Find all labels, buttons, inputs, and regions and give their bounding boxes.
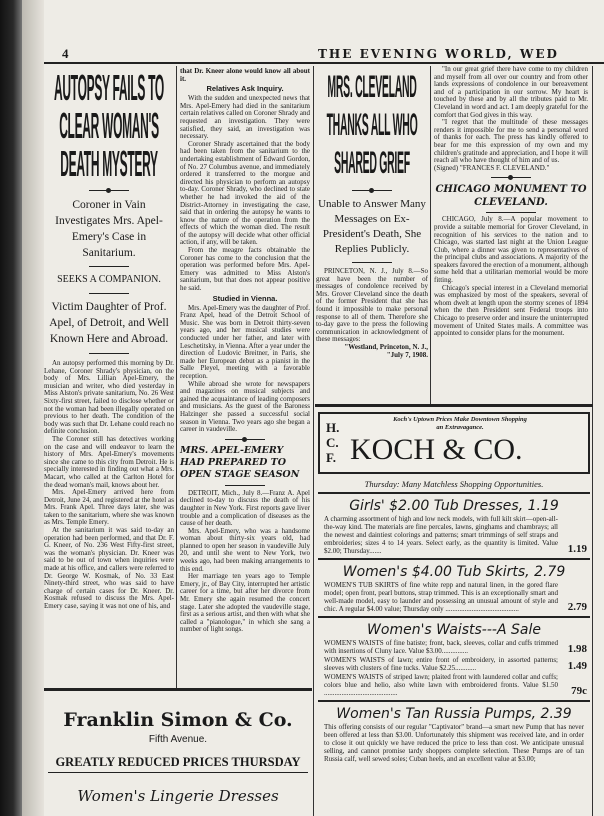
ad-item [318, 581, 590, 613]
ad-item [318, 515, 590, 555]
column-divider [176, 66, 177, 688]
paragraph: With the sudden and unexpected news that Mrs. Apel-Emery had died in the sanitarium certain relatives called on Coroner Shrady and requested an investigation. They were satisfied, they said, an investigation was necessary. [180, 94, 310, 141]
initial: H. [326, 420, 340, 435]
paragraph: An autopsy performed this morning by Dr. Lehane, Coroner Shrady's physician, on the body of Mrs. Lillian Apel-Emery, the musician and writer, who died yesterday in Miss Alston's private sanitarium, No. 26 West Sixty-first street, failed to disclose whether or not the woman had been illegally operated on previous to her death. The condition of the body was such that Dr. Lehane could reach no definite conclusion. [44, 359, 174, 436]
signature-line: (Signed) "FRANCES F. CLEVELAND." [434, 163, 550, 172]
franklin-simon-address: Fifth Avenue. [148, 734, 208, 745]
column-divider [592, 66, 593, 816]
dateline: "Westland, Princeton, N. J., [344, 342, 428, 351]
scan-edge [0, 0, 22, 816]
masthead-rule [44, 62, 604, 64]
koch-initials [326, 420, 339, 465]
ad-item [318, 656, 590, 672]
paragraph: At the sanitarium it was said to-day an operation had been performed, and that Dr. F. G. Kneer, of No. 236 West Fifty-first street, was the woman's physician. Dr. Kneer was said to be out of town when inquiries were made at his office, and callers were referred to Dr. George W. Kosmak, of No. 33 East Ninety-third street, who was said to have charge of certain cases for Dr. Kneer. Dr. Kosmak refused to discuss the Mrs. Apel-Emery case, saying it was not one of his, and [44, 526, 174, 610]
ad-item-text: A charming assortment of high and low neck models, with full kilt skirt—open-all-the-way kind. The materials are fine percales, lawns, ginghams and chambrays; all the newest and daintiest colorings and patterns; smart trimmings of self straps and embroideries; sizes 4 to 14 years. Select early, as the quantity is limited. Value $2.00; Thursday....... [324, 515, 558, 555]
masthead: THE EVENING WORLD, WED [318, 47, 559, 61]
ad-item-price: 1.19 [567, 543, 587, 555]
koch-subtitle: Thursday: Many Matchless Shopping Opportunities. [364, 479, 544, 489]
koch-advertisement [318, 412, 590, 764]
paragraph: Chicago's special interest in a Cleveland memorial was emphasized by most of the speakers, several of whom dwelt at length upon the stormy scenes of 1894 when the then President sent Federal troops into Chicago to preserve order and insure the uninterrupted movement of United States mails. A committee was appointed to consider plans for the monument. [434, 283, 588, 338]
paragraph: Her marriage ten years ago to Temple Emery, jr., of Bay City, interrupted her artistic career for a time, but after her divorce from Mr. Emery she again resumed the concert stage. Later she adopted the vaudeville stage, first as a serious artist, and then with what she called a "pianologue," in which she sang a number of light songs. [180, 572, 310, 634]
paragraph: The Coroner still has detectives working on the case and will endeavor to learn the history of Mrs. Apel-Emery's movements since she came to this city from Detroit. He is specially interested in finding out what a Mrs. Macart, who called at the Carlton Hotel for the dead woman's mail, knows about her. [44, 434, 174, 489]
divider [89, 353, 129, 354]
initial: F. [326, 450, 336, 465]
ad-item [318, 639, 590, 655]
article-autopsy-continued [180, 68, 310, 634]
subhead: Unable to Answer Many Messages on Ex-President's Death, She Replies Publicly. [318, 198, 426, 255]
koch-name: KOCH & CO. [350, 433, 523, 466]
paragraph: that Dr. Kneer alone would know all about it. [180, 67, 310, 83]
section-heading: Relatives Ask Inquiry. [206, 84, 284, 94]
initial: C. [326, 435, 339, 450]
divider [318, 700, 590, 702]
ad-item-price: 1.98 [567, 643, 587, 655]
headline-line: MRS. CLEVELAND [327, 70, 417, 106]
section-rule [44, 688, 312, 691]
subhead: Coroner in Vain Investigates Mrs. Apel-Emery's Case in Sanitarium. [55, 199, 163, 259]
paragraph: While abroad she wrote for newspapers and magazines on musical subjects and gained the acquaintance of leading composers and musicians. As the guest of the Baroness Halzinger she passed a successful social season in Vienna. Two years ago she began a career in vaudeville. [180, 379, 310, 434]
ad-item-text: WOMEN'S WAISTS of striped lawn; plaited front with laundered collar and cuffs; colors blue and helio, also white lawn with embroidered fronts. Value $1.50 .......................................... [324, 673, 558, 697]
ad-item-title: Women's Waists---A Sale [367, 622, 541, 638]
paragraph: Mrs. Apel-Emery was the daughter of Prof. Franz Apel, head of the Detroit School of Music. She was born in Detroit thirty-seven years ago, and her musical studies were conducted under her father, and later with Leschetitsky, in Vienna. After a year under the direction of Ludovic Breitner, in Paris, she made her European debut as a pianist in the Salle Pleyel, meeting with a favorable reception. [180, 303, 310, 380]
headline-line: AUTOPSY FAILS TO [54, 67, 164, 109]
subhead: SEEKS A COMPANION. [57, 274, 161, 285]
column-divider [430, 66, 431, 404]
article-cleveland [316, 70, 428, 359]
headline-apel-emery: MRS. APEL-EMERY HAD PREPARED TO OPEN STAGE SEASON [180, 444, 300, 480]
section-rule [315, 404, 593, 407]
headline-line: CLEAR WOMAN'S [59, 105, 159, 147]
divider [486, 212, 536, 213]
headline-line: THANKS ALL WHO [326, 108, 418, 144]
paragraph: DETROIT, Mich., July 8.—Franz A. Apel declined to-day to discuss the death of his daughter in New York. First reports gave liver trouble and a complication of diseases as the cause of her death. [180, 488, 310, 528]
article-body [44, 360, 174, 611]
article-cleveland-continued [434, 66, 588, 338]
ad-item-title: Women's Tan Russia Pumps, 2.39 [336, 706, 572, 722]
ad-item-price: 79c [571, 685, 587, 697]
column-divider [313, 66, 314, 816]
ad-item-text: WOMEN'S WAISTS of fine batiste; front, back, sleeves, collar and cuffs trimmed with insertions of Cluny lace. Value $3.00............... [324, 639, 558, 655]
headline [316, 70, 428, 184]
paragraph: "In our great grief there have come to my children and myself from all over our country and from other lands expressions of condolence in our bereavement and of a participation in our sorrow. My heart is touched by these and by all the tributes paid to Mr. Cleveland in word and act. I am deeply grateful for the comfort that God gives in this way. [434, 65, 588, 119]
paragraph: Mrs. Apel-Emery arrived here from Detroit, June 24, and registered at the hotel as Mrs. Frank Apel. Three days later, she was taken to the sanitarium, where she was known as Mrs. Temple Emery. [44, 488, 174, 527]
ad-item-text: WOMEN'S TUB SKIRTS of fine white repp and natural linen, in the gored flare model; open front, pearl buttons, strap trimmed. This is an exceptionally smart and well-made model, easy to launder and possessing an unusual amount of style and chic. A regular $4.00 value; Thursday only .......................................... [324, 581, 558, 613]
ad-item-price: 2.79 [567, 601, 587, 613]
ad-item-text: This offering consists of our regular "Captivator" brand—a smart new Pump that has never been offered at less than $3.00. Unfortunately this shipment was received late, and in order to close it out quickly we have reduced the price to less than cost. We anticipate unusual selling, and cannot promise tardy shoppers complete selection. These Pumps are of tan Russia calf, well sewed soles; Cuban heels, and an excellent value at $3.00; [324, 723, 584, 763]
dateline: "July 7, 1908. [386, 350, 428, 359]
paragraph: Coroner Shrady ascertained that the body had been taken from the sanitarium to the undertaking establishment of Edward Gordon, of No. 27 Columbus avenue, and immediately ordered it transferred to the morgue and directed his physician to perform an autopsy to-day. Coroner Shrady, who declined to state whether he had invoked the aid of the District-Attorney in investigating the case, said that in ordering the autopsy he wants to know the nature of the operation from the effects of which the woman died. The result of the autopsy will decide what other official action, if any, will be taken. [180, 139, 310, 247]
headline [44, 67, 174, 185]
divider [89, 293, 129, 294]
divider [318, 492, 590, 494]
ad-item-title: Women's $4.00 Tub Skirts, 2.79 [342, 564, 566, 580]
page-number: 4 [62, 46, 69, 61]
koch-tagline: Koch's Uptown Prices Make Downtown Shopping an Extravagance. [393, 416, 527, 431]
paragraph: CHICAGO, July 8.—A popular movement to provide a suitable memorial for Grover Cleveland, in recognition of his services to the nation and to Chicago, was started last night at the Union League Club, where a dinner was given to representatives of the principal clubs and associations. A majority of the speakers favored the erection of a monument, although some held that a utilitarian memorial would be more fitting. [434, 215, 588, 285]
franklin-simon-banner: GREATLY REDUCED PRICES THURSDAY [48, 755, 308, 773]
divider [89, 266, 129, 267]
section-heading: Studied in Vienna. [212, 293, 278, 303]
franklin-simon-item: Women's Lingerie Dresses [77, 787, 279, 805]
franklin-simon-name: Franklin Simon & Co. [63, 709, 293, 731]
headline-chicago-monument: CHICAGO MONUMENT TO CLEVELAND. [435, 184, 587, 209]
divider [225, 485, 265, 486]
ad-item-text: WOMEN'S WAISTS of lawn; entire front of embroidery, in assorted patterns; sleeves with clusters of fine tucks. Value $2.25............ [324, 656, 558, 672]
ad-item [318, 673, 590, 697]
ad-item-price: 1.49 [567, 660, 587, 672]
paragraph: "I regret that the multitude of these messages renders it impossible for me to send a personal word of thanks for each. The press has kindly offered to bear for me this expression of my own and my children's gratitude and appreciation, and I hope it will reach all who have thought of him and of us. [434, 118, 588, 165]
divider [352, 262, 392, 263]
divider [318, 558, 590, 560]
divider [491, 177, 531, 178]
article-autopsy [44, 67, 174, 611]
article-body [316, 268, 428, 359]
subhead: Victim Daughter of Prof. Apel, of Detroit, and Well Known Here and Abroad. [49, 301, 169, 345]
koch-logo [318, 412, 590, 474]
franklin-simon-advertisement [44, 700, 312, 805]
headline-line: SHARED GRIEF [334, 146, 410, 182]
paragraph: PRINCETON, N. J., July 8.—So great have been the number of messages of condolence received by Mrs. Grover Cleveland since the death of the former President that she has found it impossible to make personal response to all of them. Therefore she to-day gave to the press the following communication in acknowledgment of these messages: [316, 267, 428, 344]
paragraph: Mrs. Apel-Emery, who was a handsome woman about thirty-six years old, had planned to open her season in vaudeville July 20, and until she went to New York, two weeks ago, had been making arrangements to this end. [180, 526, 310, 573]
ad-item-title: Girls' $2.00 Tub Dresses, 1.19 [349, 498, 559, 514]
paragraph: From the meagre facts obtainable the Coroner has come to the conclusion that the operation was performed before Mrs. Apel-Emery was admitted to Miss Alston's sanitarium, but that does not appear positive he said. [180, 246, 310, 293]
scan-margin [22, 0, 44, 816]
headline-line: DEATH MYSTERY [60, 143, 158, 185]
divider [225, 439, 265, 440]
divider [352, 190, 392, 191]
divider [89, 190, 129, 191]
divider [318, 616, 590, 618]
